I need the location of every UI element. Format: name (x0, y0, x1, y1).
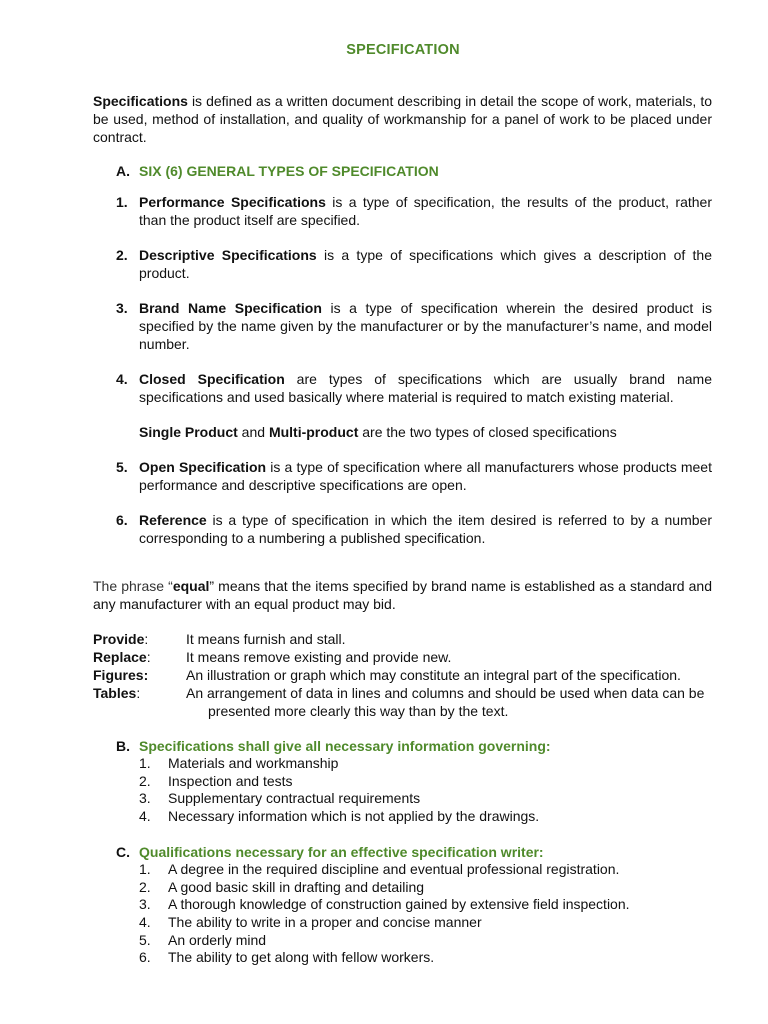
closed-spec-note (139, 423, 712, 441)
type-item-number: 5. (116, 459, 128, 475)
definition-term (93, 666, 186, 684)
list-item-text: Necessary information which is not applied by the drawings. (168, 808, 540, 825)
type-item-number: 3. (116, 300, 128, 316)
list-item-number: 3. (139, 896, 151, 913)
list-item (139, 808, 712, 826)
definitions-list (93, 630, 712, 720)
type-item-body (139, 299, 712, 353)
section-b-letter: B. (116, 738, 130, 754)
list-item (139, 914, 712, 932)
type-item (116, 193, 712, 229)
definition-term-text: Tables (93, 685, 137, 701)
page-title: SPECIFICATION (346, 42, 460, 58)
definition-term-text: Figures: (93, 667, 149, 683)
equal-post: ” means that the items specified by brand name is established as a standard and any manufacturer with an equal product may bid. (93, 578, 713, 612)
section-b-heading (116, 737, 712, 755)
type-item-number: 6. (116, 512, 128, 528)
type-item-number: 1. (116, 194, 128, 210)
equal-paragraph (93, 577, 712, 613)
type-item-term: Open Specification (139, 459, 267, 475)
definition-desc: It means remove existing and provide new. (186, 649, 452, 665)
list-item-number: 2. (139, 878, 151, 895)
definition-row (93, 630, 712, 648)
type-item-body (139, 370, 712, 406)
definition-row (93, 684, 712, 702)
list-item-number: 4. (139, 808, 151, 825)
list-item-text: Inspection and tests (168, 772, 293, 789)
closed-note-and: and (237, 424, 269, 440)
list-item-number: 3. (139, 790, 151, 807)
type-item (116, 511, 712, 547)
list-item-number: 1. (139, 860, 151, 877)
type-item (116, 246, 712, 282)
definition-desc: An illustration or graph which may constitute an integral part of the specification. (186, 667, 681, 683)
type-item-number: 4. (116, 371, 128, 387)
type-item-body (139, 458, 712, 494)
type-item-text: is a type of specification, the results of the product, rather than the product itself are specified. (139, 194, 712, 228)
section-a-title: SIX (6) GENERAL TYPES OF SPECIFICATION (139, 163, 439, 179)
intro-text: is defined as a written document describing in detail the scope of work, materials, to be used, method of installation, and quality of workmanship for a panel of work to be placed under contract. (93, 93, 712, 145)
list-item-number: 5. (139, 931, 151, 948)
section-c-title: Qualifications necessary for an effective specification writer: (139, 843, 544, 860)
closed-note-rest: are the two types of closed specifications (358, 424, 617, 440)
definition-row (93, 648, 712, 666)
list-item-text: Supplementary contractual requirements (168, 790, 421, 807)
definition-row (93, 666, 712, 684)
list-item-number: 2. (139, 772, 151, 789)
definition-colon: : (146, 649, 151, 665)
section-b-title: Specifications shall give all necessary information governing: (139, 738, 551, 754)
list-item-number: 6. (139, 949, 151, 966)
list-item (139, 773, 712, 791)
list-item-number: 4. (139, 913, 151, 930)
list-item (139, 861, 712, 879)
definition-continuation: presented more clearly this way than by the text. (208, 703, 509, 719)
equal-pre: The phrase “ (93, 578, 173, 594)
section-b-list (139, 755, 712, 826)
document-body (93, 92, 712, 967)
definition-term (93, 648, 186, 666)
type-item-body (139, 511, 712, 547)
list-item (139, 879, 712, 897)
type-item-text: is a type of specification wherein the desired product is specified by the name given by the manufacturer or by the manufacturer’s name, and model number. (139, 300, 712, 352)
type-item-body (139, 246, 712, 282)
type-item-term: Performance Specifications (139, 194, 326, 210)
closed-note-term2: Multi-product (268, 424, 359, 440)
type-item-term: Reference (139, 512, 207, 528)
type-item-text: is a type of specification in which the item desired is referred to by a number corresponding to a numbering a published specification. (139, 512, 712, 546)
list-item-text: The ability to get along with fellow workers. (168, 949, 435, 966)
list-item-text: Materials and workmanship (168, 755, 339, 771)
intro-term: Specifications (93, 93, 188, 109)
definition-term (93, 684, 186, 702)
definition-desc: An arrangement of data in lines and columns and should be used when data can be (186, 685, 705, 701)
section-a-heading (116, 162, 712, 180)
definition-term (93, 630, 186, 648)
closed-note-term1: Single Product (139, 424, 238, 440)
list-item-text: An orderly mind (168, 931, 267, 948)
type-item-body (139, 193, 712, 229)
type-item-text: is a type of specifications which gives a description of the product. (139, 247, 712, 281)
list-item (139, 790, 712, 808)
definition-term-text: Replace (93, 649, 147, 665)
list-item (139, 896, 712, 914)
list-item (139, 932, 712, 950)
type-item (116, 458, 712, 494)
section-c-list (139, 861, 712, 967)
section-c-letter: C. (116, 843, 130, 860)
definition-term-text: Provide (93, 631, 145, 647)
list-item (139, 949, 712, 967)
section-c-heading (116, 843, 712, 861)
type-item-term: Brand Name Specification (139, 300, 322, 316)
definition-colon: : (144, 631, 149, 647)
type-item-text: is a type of specification where all manufacturers whose products meet performance and descriptive specifications are open. (139, 459, 712, 493)
list-item-text: A good basic skill in drafting and detailing (168, 878, 425, 895)
section-a-letter: A. (116, 163, 130, 179)
type-item-term: Closed Specification (139, 371, 285, 387)
intro-paragraph (93, 92, 712, 146)
list-item (139, 755, 712, 773)
type-item (116, 370, 712, 406)
type-item-number: 2. (116, 247, 128, 263)
definition-colon: : (136, 685, 141, 701)
definition-desc: It means furnish and stall. (186, 631, 346, 647)
list-item-text: A thorough knowledge of construction gained by extensive field inspection. (168, 896, 630, 913)
type-item-text: are types of specifications which are usually brand name specifications and used basically where material is required to match existing material. (139, 371, 712, 405)
type-item-term: Descriptive Specifications (139, 247, 317, 263)
list-item-text: A degree in the required discipline and eventual professional registration. (168, 860, 620, 877)
list-item-number: 1. (139, 755, 151, 771)
equal-term: equal (172, 578, 210, 594)
list-item-text: The ability to write in a proper and concise manner (168, 913, 482, 930)
type-item (116, 299, 712, 353)
